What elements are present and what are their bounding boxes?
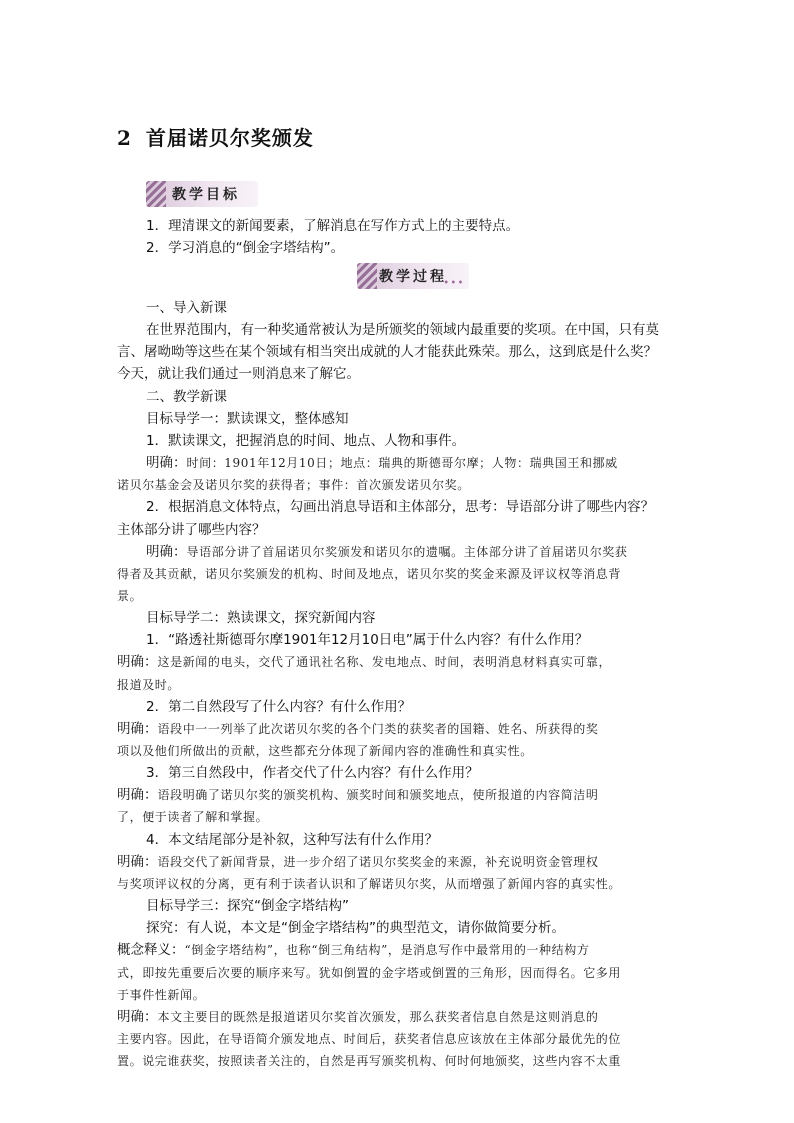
answer-text: 语段交代了新闻背景，进一步介绍了诺贝尔奖奖金的来源，补充说明资金管理权 — [157, 855, 599, 869]
text-line: 2．根据消息文体特点，勾画出消息导语和主体部分，思考：导语部分讲了哪些内容？ — [146, 499, 655, 515]
answer-label: 明确： — [146, 455, 187, 471]
answer-label: 明确： — [117, 854, 158, 870]
answer-text: 式，即按先重要后次要的顺序来写。犹如倒置的金字塔或倒置的三角形，因而得名。它多用 — [117, 966, 622, 980]
section-banner-teaching-goals — [146, 181, 258, 207]
text-line — [117, 806, 689, 828]
text-line — [117, 740, 689, 762]
answer-text: 景。 — [117, 589, 143, 603]
text-line — [146, 541, 689, 563]
section-banner-teaching-process — [357, 263, 469, 289]
text-line — [117, 651, 689, 673]
answer-text: 项以及他们所做出的贡献，这些都充分体现了新闻内容的准确性和真实性。 — [117, 744, 533, 758]
answer-text: 导语部分讲了首届诺贝尔奖颁发和诺贝尔的遗嘱。主体部分讲了首届诺贝尔奖获 — [186, 545, 628, 559]
answer-label: 明确： — [117, 1009, 158, 1025]
answer-text: 诺贝尔基金会及诺贝尔奖的获得者；事件：首次颁发诺贝尔奖。 — [117, 478, 470, 492]
answer-label: 明确： — [117, 787, 158, 803]
text-line: 在世界范围内，有一种奖通常被认为是所颁奖的领域内最重要的奖项。在中国，只有莫 — [146, 322, 659, 338]
answer-label: 概念释义： — [117, 942, 185, 958]
text-line — [117, 939, 689, 961]
text-line — [117, 674, 689, 696]
answer-text: 这是新闻的电头，交代了通讯社名称、发电地点、时间，表明消息材料真实可靠， — [157, 655, 612, 669]
answer-label: 明确： — [146, 544, 187, 560]
answer-text: “倒金字塔结构”，也称“倒三角结构”，是消息写作中最常用的一种结构方 — [184, 943, 590, 957]
answer-label: 明确： — [117, 654, 158, 670]
text-line: 目标导学一：默读课文，整体感知 — [146, 411, 349, 427]
text-line — [117, 984, 689, 1006]
answer-text: 主要内容。因此，在导语简介颁发地点、时间后，获奖者信息应该放在主体部分最优先的位 — [117, 1032, 622, 1046]
lesson-number: 2 — [117, 126, 132, 150]
answer-text: 语段明确了诺贝尔奖的颁奖机构、颁奖时间和颁奖地点，使所报道的内容简洁明 — [157, 788, 599, 802]
goal-item: 1．理清课文的新闻要素，了解消息在写作方式上的主要特点。 — [146, 218, 520, 234]
text-line — [117, 962, 689, 984]
text-line — [117, 784, 689, 806]
answer-text: 了，便于读者了解和掌握。 — [117, 810, 269, 824]
lesson-title — [117, 122, 314, 151]
text-line — [117, 1050, 689, 1072]
text-line: 言、屠呦呦等这些在某个领域有相当突出成就的人才能获此殊荣。那么，这到底是什么奖？ — [117, 344, 657, 360]
text-line — [117, 851, 689, 873]
answer-text: 时间：1901年12月10日；地点：瑞典的斯德哥尔摩；人物：瑞典国王和挪威 — [186, 456, 618, 470]
text-line: 主体部分讲了哪些内容？ — [117, 522, 266, 538]
text-line — [117, 1028, 689, 1050]
text-line: 1．“路透社斯德哥尔摩1901年12月10日电”属于什么内容？有什么作用？ — [146, 632, 589, 648]
answer-label: 明确： — [117, 721, 158, 737]
answer-text: 与奖项评议权的分离，更有利于读者认识和了解诺贝尔奖，从而增强了新闻内容的真实性。 — [117, 877, 622, 891]
text-line — [117, 585, 689, 607]
text-line: 目标导学三：探究“倒金字塔结构” — [146, 898, 349, 914]
section-heading: 教学过程 — [379, 269, 447, 285]
lesson-title-text: 首届诺贝尔奖颁发 — [145, 126, 314, 150]
text-line — [117, 873, 689, 895]
section-heading: 教学目标 — [172, 187, 240, 203]
goal-item: 2．学习消息的“倒金字塔结构”。 — [146, 240, 345, 256]
banner-dots-decoration: ••• — [443, 277, 465, 287]
text-line: 2．第二自然段写了什么内容？有什么作用？ — [146, 699, 412, 715]
text-line — [117, 563, 689, 585]
text-line: 一、导入新课 — [146, 300, 227, 316]
text-line: 1．默读课文，把握消息的时间、地点、人物和事件。 — [146, 433, 466, 449]
answer-text: 语段中一一列举了此次诺贝尔奖的各个门类的获奖者的国籍、姓名、所获得的奖 — [157, 722, 599, 736]
text-line: 探究：有人说，本文是“倒金字塔结构”的典型范文，请你做简要分析。 — [146, 920, 565, 936]
answer-text: 得者及其贡献，诺贝尔奖颁发的机构、时间及地点，诺贝尔奖的奖金来源及评议权等消息背 — [117, 567, 622, 581]
answer-text: 本文主要目的既然是报道诺贝尔奖首次颁发，那么获奖者信息自然是这则消息的 — [157, 1010, 599, 1024]
text-line: 今天，就让我们通过一则消息来了解它。 — [117, 366, 360, 382]
text-line: 4．本文结尾部分是补叙，这种写法有什么作用？ — [146, 832, 439, 848]
text-line — [117, 1006, 689, 1028]
answer-text: 置。说完谁获奖，按照读者关注的，自然是再写颁奖机构、何时何地颁奖，这些内容不太重 — [117, 1054, 622, 1068]
text-line: 3．第三自然段中，作者交代了什么内容？有什么作用？ — [146, 765, 479, 781]
text-line: 二、教学新课 — [146, 389, 227, 405]
text-line — [117, 718, 689, 740]
text-line — [117, 474, 689, 496]
answer-text: 报道及时。 — [117, 678, 181, 692]
text-line: 目标导学二：熟读课文，探究新闻内容 — [146, 610, 376, 626]
text-line — [146, 452, 689, 474]
answer-text: 于事件性新闻。 — [117, 988, 206, 1002]
